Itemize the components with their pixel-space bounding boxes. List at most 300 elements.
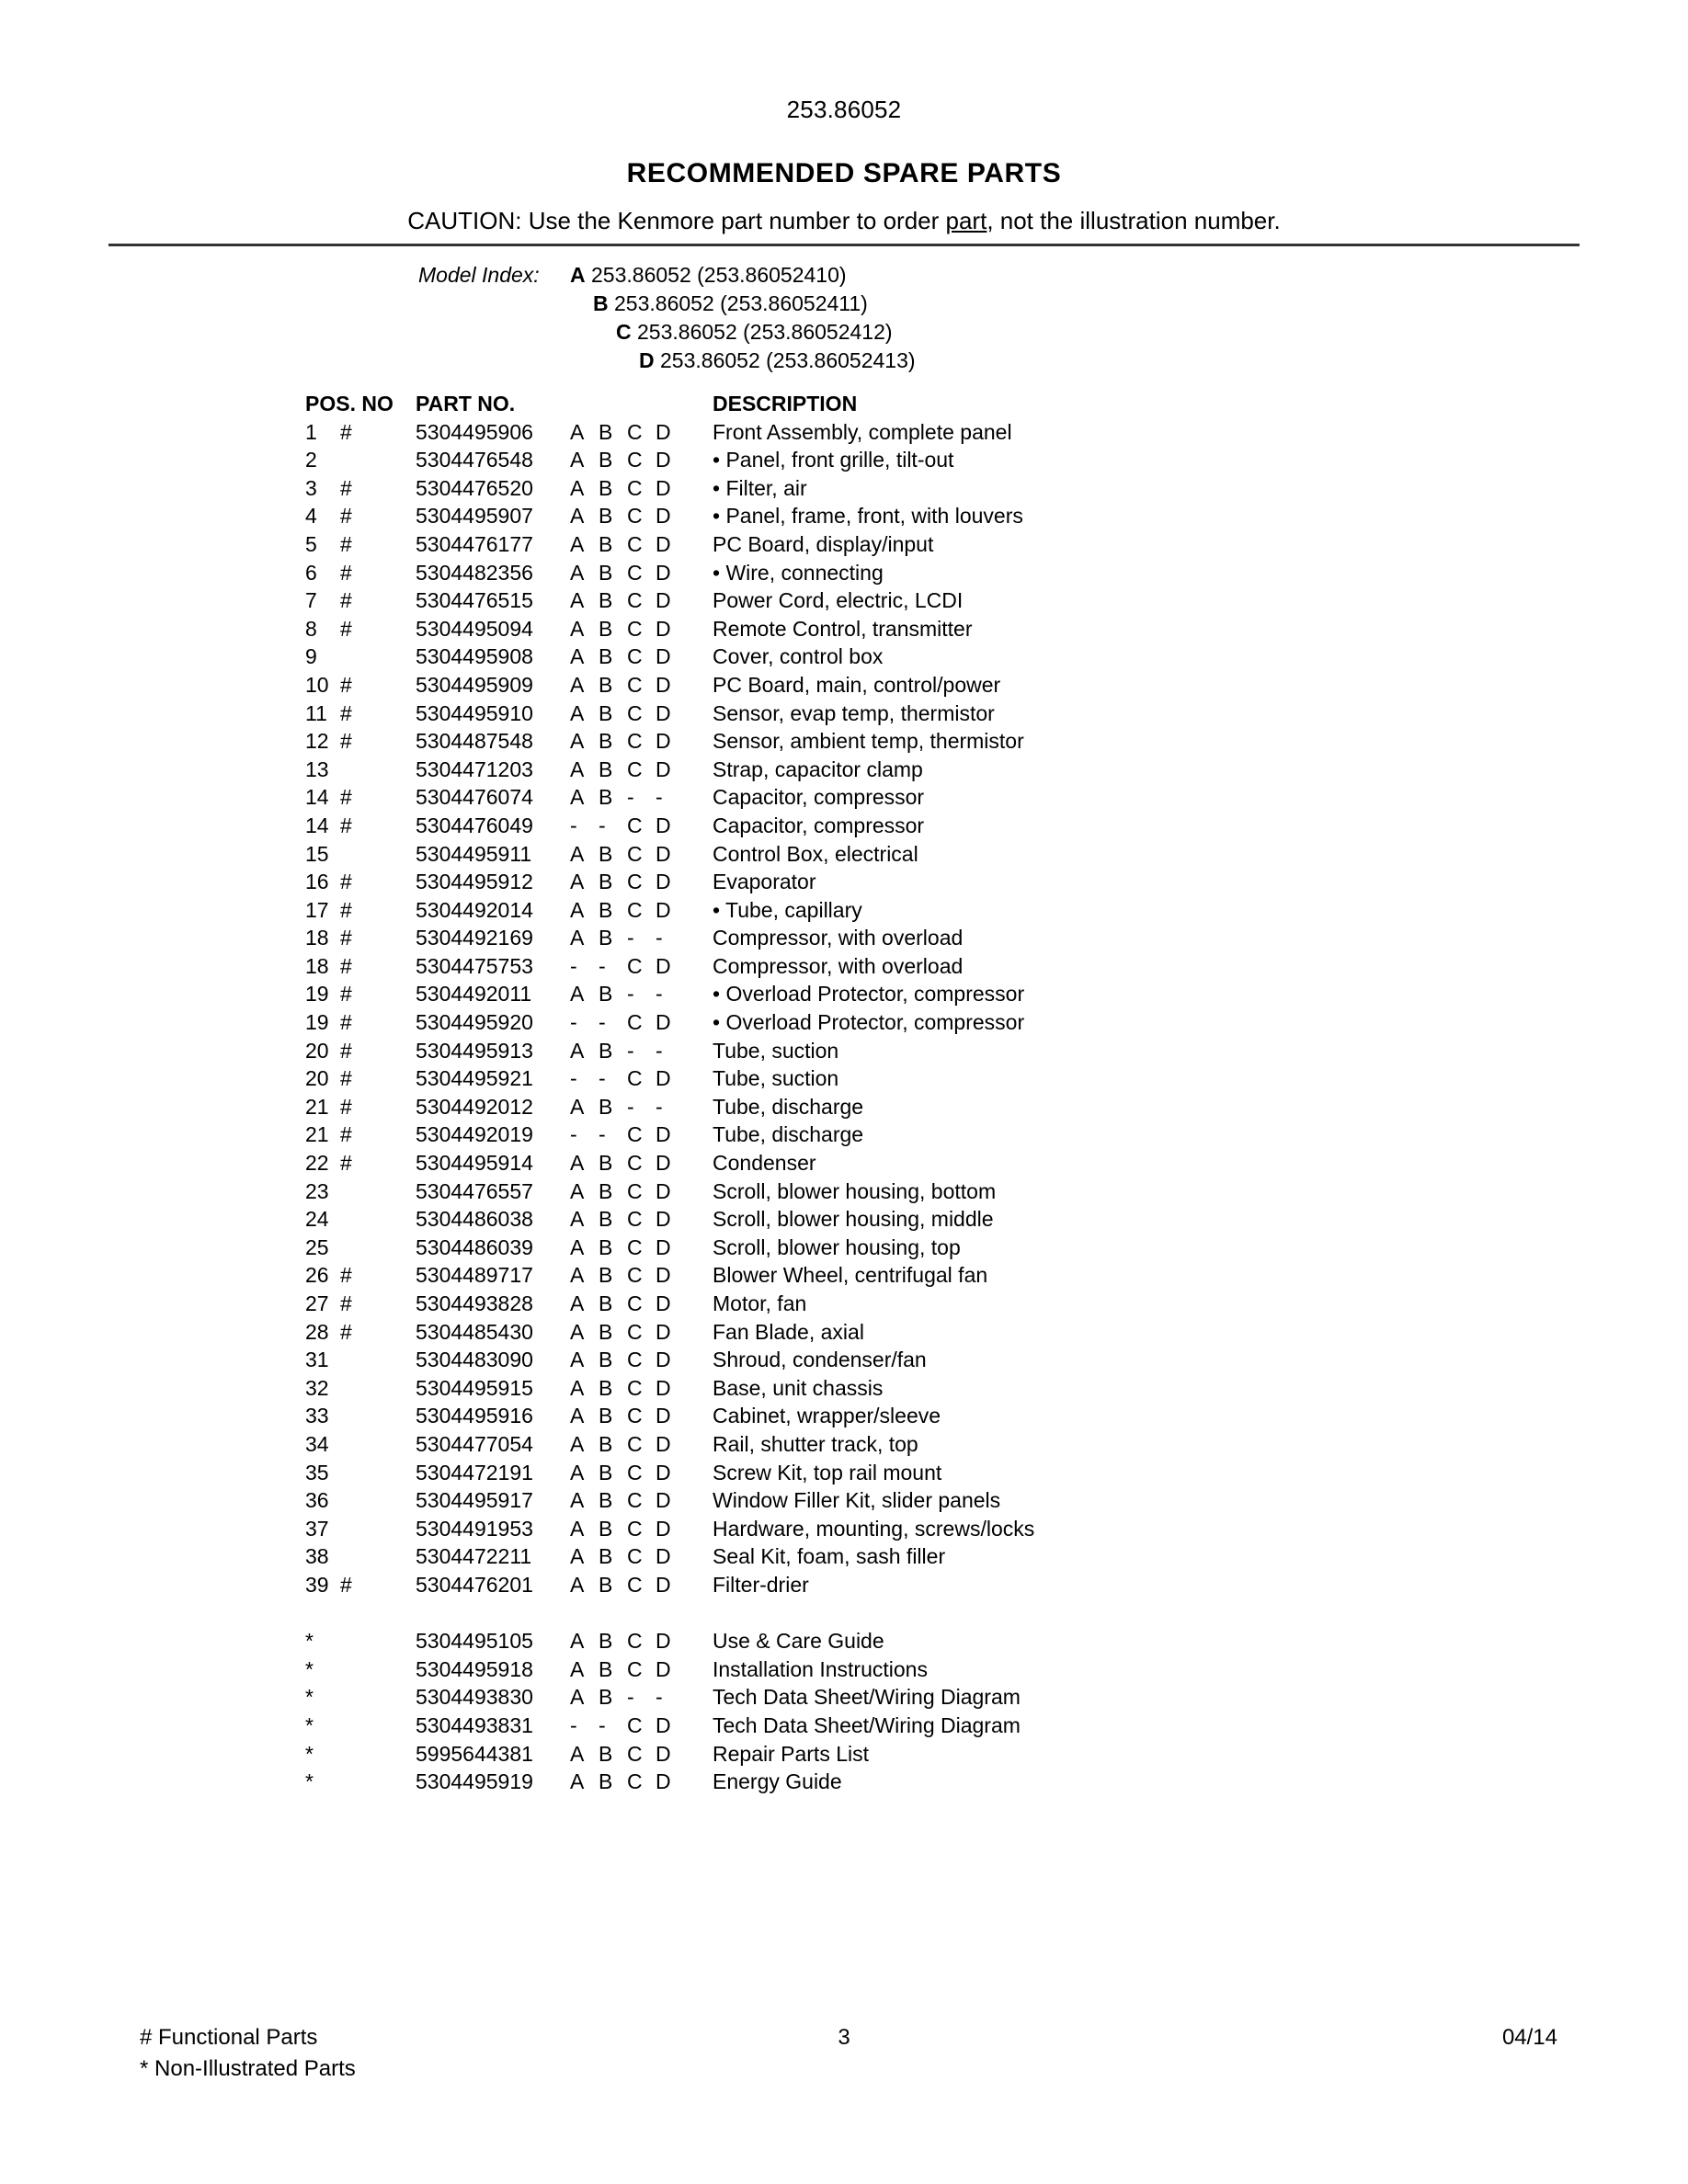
model-index-block (0, 261, 1688, 375)
cell-part-no: 5304476074 (416, 785, 533, 810)
cell-part-no: 5304491953 (416, 1516, 533, 1541)
cell-description: Strap, capacitor clamp (713, 756, 923, 781)
model-index-flag: A (570, 672, 585, 697)
functional-part-marker: # (340, 700, 352, 725)
model-index-flag: B (599, 1769, 613, 1794)
pos-number: 21 (305, 1122, 329, 1147)
model-index-flag: D (656, 1207, 671, 1232)
pos-number: 38 (305, 1544, 329, 1569)
cell-pos-no (305, 1290, 416, 1318)
model-index-flag: B (599, 644, 613, 669)
column-header-part-no: PART NO. (416, 392, 516, 415)
table-row (0, 980, 1688, 1008)
table-row (0, 446, 1688, 474)
cell-pos-no (305, 502, 416, 530)
model-index-flag: - (656, 785, 663, 810)
model-index-label: Model Index: (418, 263, 540, 287)
table-row (0, 1205, 1688, 1234)
cell-part-no: 5304495094 (416, 616, 533, 641)
model-index-flag: D (656, 1151, 671, 1176)
table-row (0, 1683, 1688, 1712)
model-index-flag: - (599, 953, 606, 978)
model-index-flag: C (627, 475, 643, 500)
cell-pos-no (305, 615, 416, 643)
cell-part-no: 5304476177 (416, 531, 533, 556)
table-row (0, 840, 1688, 869)
model-index-flag: C (627, 813, 643, 837)
model-index-flag: D (656, 1122, 671, 1147)
page-number: 3 (838, 2025, 850, 2050)
pos-number: * (305, 1656, 314, 1681)
cell-description: Remote Control, transmitter (713, 616, 973, 641)
table-row (0, 1008, 1688, 1037)
model-index-flag: D (656, 1404, 671, 1428)
cell-part-no: 5304495907 (416, 504, 533, 529)
pos-number: * (305, 1769, 314, 1794)
cell-part-no: 5304476548 (416, 448, 533, 472)
model-index-letter: A (570, 263, 586, 287)
cell-pos-no (305, 1515, 416, 1543)
cell-description: Tube, suction (713, 1066, 839, 1091)
model-index-row (0, 261, 1688, 290)
model-index-flag: B (599, 504, 613, 529)
pos-number: 19 (305, 1010, 329, 1035)
cell-pos-no (305, 1234, 416, 1262)
model-index-flag: D (656, 419, 671, 444)
cell-description: Base, unit chassis (713, 1375, 884, 1400)
model-index-flag: C (627, 1656, 643, 1681)
model-index-flag: C (627, 1741, 643, 1766)
model-index-flag: A (570, 870, 585, 894)
model-index-flag: B (599, 1207, 613, 1232)
cell-description: Window Filler Kit, slider panels (713, 1488, 1001, 1513)
cell-model-index-flags (570, 586, 708, 615)
functional-parts-legend: # Functional Parts (140, 2025, 318, 2050)
cell-description: • Overload Protector, compressor (713, 982, 1025, 1007)
model-index-flag: A (570, 700, 585, 725)
pos-number: 22 (305, 1151, 329, 1176)
model-index-flag: D (656, 756, 671, 781)
cell-model-index-flags (570, 896, 708, 925)
table-row (0, 559, 1688, 587)
model-index-flag: B (599, 785, 613, 810)
cell-pos-no (305, 980, 416, 1008)
pos-number: 35 (305, 1460, 329, 1484)
table-row (0, 812, 1688, 840)
table-row (0, 1571, 1688, 1599)
model-index-flag: C (627, 1234, 643, 1259)
model-index-flag: B (599, 1516, 613, 1541)
pos-number: 24 (305, 1207, 329, 1232)
model-index-flag: - (570, 1066, 577, 1091)
cell-part-no: 5304476557 (416, 1178, 533, 1203)
cell-part-no: 5304495919 (416, 1769, 533, 1794)
functional-part-marker: # (340, 1038, 352, 1063)
model-index-flag: A (570, 729, 585, 754)
table-row (0, 924, 1688, 952)
cell-part-no: 5304476515 (416, 588, 533, 613)
cell-pos-no (305, 812, 416, 840)
table-row (0, 1655, 1688, 1684)
model-index-flag: B (599, 616, 613, 641)
model-index-flag: A (570, 560, 585, 585)
pos-number: 14 (305, 813, 329, 837)
model-index-flag: A (570, 1263, 585, 1288)
model-index-flag: B (599, 1460, 613, 1484)
model-index-flag: - (599, 1066, 606, 1091)
cell-description: Evaporator (713, 870, 816, 894)
cell-pos-no (305, 1430, 416, 1459)
model-index-flag: C (627, 448, 643, 472)
pos-number: 4 (305, 504, 317, 529)
model-index-flag: - (570, 1122, 577, 1147)
model-index-flag: C (627, 588, 643, 613)
cell-part-no: 5304495920 (416, 1010, 533, 1035)
table-row-spacer (0, 1599, 1688, 1628)
cell-part-no: 5304471203 (416, 756, 533, 781)
model-index-flag: B (599, 475, 613, 500)
model-index-flag: D (656, 1263, 671, 1288)
model-index-flag: A (570, 1234, 585, 1259)
model-index-flag: C (627, 1263, 643, 1288)
model-index-flag: C (627, 1375, 643, 1400)
model-index-flag: D (656, 953, 671, 978)
model-index-flag: - (627, 926, 634, 950)
cell-model-index-flags (570, 1234, 708, 1262)
functional-part-marker: # (340, 1122, 352, 1147)
model-index-flag: C (627, 1544, 643, 1569)
cell-part-no: 5304486039 (416, 1234, 533, 1259)
model-index-flag: A (570, 1038, 585, 1063)
table-row (0, 1459, 1688, 1487)
cell-model-index-flags (570, 1402, 708, 1430)
model-index-flag: - (570, 1712, 577, 1737)
model-index-flag: B (599, 1656, 613, 1681)
table-row (0, 727, 1688, 756)
cell-description: Blower Wheel, centrifugal fan (713, 1263, 988, 1288)
cell-part-no: 5304495912 (416, 870, 533, 894)
table-row (0, 783, 1688, 812)
model-index-flag: D (656, 1234, 671, 1259)
cell-part-no: 5304492014 (416, 897, 533, 922)
table-row (0, 1712, 1688, 1740)
model-index-flag: C (627, 1404, 643, 1428)
cell-description: Tube, discharge (713, 1122, 864, 1147)
cell-model-index-flags (570, 700, 708, 728)
cell-pos-no (305, 1486, 416, 1515)
pos-number: 2 (305, 448, 317, 472)
model-index-flag: A (570, 1291, 585, 1315)
cell-pos-no (305, 643, 416, 671)
cell-pos-no (305, 586, 416, 615)
pos-number: 25 (305, 1234, 329, 1259)
cell-pos-no (305, 1064, 416, 1093)
model-index-flag: B (599, 926, 613, 950)
table-row (0, 1177, 1688, 1206)
cell-pos-no (305, 756, 416, 784)
model-index-flag: B (599, 419, 613, 444)
cell-description: Cover, control box (713, 644, 884, 669)
cell-description: Power Cord, electric, LCDI (713, 588, 964, 613)
model-index-flag: A (570, 756, 585, 781)
cell-part-no: 5304495916 (416, 1404, 533, 1428)
functional-part-marker: # (340, 672, 352, 697)
cell-model-index-flags (570, 1571, 708, 1599)
header-divider (108, 244, 1580, 246)
cell-description: Motor, fan (713, 1291, 807, 1315)
model-index-letter: D (639, 348, 655, 372)
cell-pos-no (305, 868, 416, 896)
cell-description: Tech Data Sheet/Wiring Diagram (713, 1685, 1021, 1710)
model-index-row (0, 290, 1688, 318)
pos-number: 21 (305, 1094, 329, 1119)
model-index-flag: A (570, 1094, 585, 1119)
cell-pos-no (305, 1205, 416, 1234)
caution-underlined-word: part (945, 207, 987, 234)
model-index-flag: A (570, 1656, 585, 1681)
model-index-flag: D (656, 1066, 671, 1091)
cell-pos-no (305, 1571, 416, 1599)
model-index-flag: D (656, 870, 671, 894)
functional-part-marker: # (340, 588, 352, 613)
table-row (0, 1542, 1688, 1571)
model-index-flag: A (570, 1348, 585, 1372)
cell-model-index-flags (570, 812, 708, 840)
model-index-flag: C (627, 1488, 643, 1513)
model-index-value: 253.86052 (253.86052411) (608, 291, 868, 315)
model-index-flag: A (570, 616, 585, 641)
model-index-flag: B (599, 729, 613, 754)
cell-part-no: 5304476201 (416, 1572, 533, 1597)
model-index-flag: - (599, 1122, 606, 1147)
cell-description: Tube, suction (713, 1038, 839, 1063)
model-index-flag: B (599, 1375, 613, 1400)
pos-number: * (305, 1741, 314, 1766)
model-index-flag: - (627, 1094, 634, 1119)
cell-description: Capacitor, compressor (713, 813, 925, 837)
model-index-flag: C (627, 729, 643, 754)
table-row (0, 1627, 1688, 1655)
pos-number: 18 (305, 926, 329, 950)
pos-number: 3 (305, 475, 317, 500)
table-row (0, 1290, 1688, 1318)
functional-part-marker: # (340, 616, 352, 641)
cell-part-no: 5304492012 (416, 1094, 533, 1119)
cell-description: • Panel, frame, front, with louvers (713, 504, 1023, 529)
table-row (0, 1037, 1688, 1065)
cell-description: Capacitor, compressor (713, 785, 925, 810)
pos-number: * (305, 1685, 314, 1710)
pos-number: 27 (305, 1291, 329, 1315)
cell-description: Compressor, with overload (713, 926, 964, 950)
model-index-flag: B (599, 1291, 613, 1315)
cell-description: • Tube, capillary (713, 897, 862, 922)
functional-part-marker: # (340, 531, 352, 556)
table-row (0, 1149, 1688, 1177)
cell-part-no: 5304472211 (416, 1544, 532, 1569)
cell-part-no: 5304495917 (416, 1488, 533, 1513)
cell-model-index-flags (570, 1037, 708, 1065)
model-index-flag: - (570, 1010, 577, 1035)
cell-description: Compressor, with overload (713, 953, 964, 978)
pos-number: 18 (305, 953, 329, 978)
pos-number: * (305, 1712, 314, 1737)
pos-number: 37 (305, 1516, 329, 1541)
cell-description: Control Box, electrical (713, 841, 918, 866)
model-index-flag: A (570, 1178, 585, 1203)
functional-part-marker: # (340, 1572, 352, 1597)
cell-part-no: 5304477054 (416, 1431, 533, 1456)
caution-suffix: , not the illustration number. (987, 207, 1281, 234)
model-index-flag: A (570, 841, 585, 866)
cell-model-index-flags (570, 1515, 708, 1543)
cell-model-index-flags (570, 1120, 708, 1149)
model-index-flag: C (627, 1348, 643, 1372)
model-index-flag: A (570, 504, 585, 529)
cell-pos-no (305, 559, 416, 587)
functional-part-marker: # (340, 729, 352, 754)
model-index-flag: A (570, 644, 585, 669)
model-index-entry (639, 347, 1688, 375)
model-index-flag: D (656, 1769, 671, 1794)
table-row (0, 1486, 1688, 1515)
model-index-flag: - (627, 1685, 634, 1710)
model-number-heading: 253.86052 (786, 96, 902, 123)
cell-pos-no (305, 1402, 416, 1430)
model-index-flag: A (570, 1516, 585, 1541)
model-index-flag: B (599, 448, 613, 472)
model-index-flag: A (570, 475, 585, 500)
table-row (0, 671, 1688, 700)
cell-description: Filter-drier (713, 1572, 809, 1597)
revision-date: 04/14 (1501, 2025, 1557, 2050)
model-index-flag: - (656, 1038, 663, 1063)
cell-model-index-flags (570, 474, 708, 503)
cell-pos-no (305, 530, 416, 559)
model-index-flag: D (656, 504, 671, 529)
cell-pos-no (305, 1261, 416, 1290)
cell-pos-no (305, 924, 416, 952)
cell-description: Scroll, blower housing, top (713, 1234, 961, 1259)
model-index-flag: D (656, 448, 671, 472)
model-index-flag: C (627, 1207, 643, 1232)
model-index-value: 253.86052 (253.86052413) (654, 348, 916, 372)
functional-part-marker: # (340, 953, 352, 978)
model-index-flag: A (570, 1431, 585, 1456)
table-row (0, 530, 1688, 559)
pos-number: 15 (305, 841, 329, 866)
model-index-flag: D (656, 1178, 671, 1203)
model-index-flag: D (656, 1010, 671, 1035)
model-index-flag: A (570, 588, 585, 613)
model-index-flag: D (656, 1375, 671, 1400)
functional-part-marker: # (340, 982, 352, 1007)
cell-pos-no (305, 1740, 416, 1769)
column-header-description: DESCRIPTION (713, 392, 858, 415)
cell-description: Scroll, blower housing, middle (713, 1207, 994, 1232)
cell-model-index-flags (570, 671, 708, 700)
model-index-flag: A (570, 897, 585, 922)
cell-model-index-flags (570, 1655, 708, 1684)
pos-number: 17 (305, 897, 329, 922)
cell-model-index-flags (570, 1008, 708, 1037)
functional-part-marker: # (340, 926, 352, 950)
cell-model-index-flags (570, 1768, 708, 1796)
cell-part-no: 5304487548 (416, 729, 533, 754)
functional-part-marker: # (340, 1319, 352, 1344)
functional-part-marker: # (340, 1010, 352, 1035)
functional-part-marker: # (340, 560, 352, 585)
cell-part-no: 5304472191 (416, 1460, 533, 1484)
table-row (0, 1064, 1688, 1093)
cell-part-no: 5304492169 (416, 926, 533, 950)
pos-number: 5 (305, 531, 317, 556)
pos-number: 14 (305, 785, 329, 810)
cell-description: Condenser (713, 1151, 816, 1176)
functional-part-marker: # (340, 870, 352, 894)
cell-model-index-flags (570, 756, 708, 784)
table-row (0, 1261, 1688, 1290)
table-row (0, 1093, 1688, 1121)
pos-number: 12 (305, 729, 329, 754)
model-index-flag: A (570, 1685, 585, 1710)
pos-number: 20 (305, 1038, 329, 1063)
pos-number: 16 (305, 870, 329, 894)
model-index-flag: A (570, 1151, 585, 1176)
cell-model-index-flags (570, 615, 708, 643)
model-index-flag: A (570, 1207, 585, 1232)
cell-part-no: 5304483090 (416, 1348, 533, 1372)
model-index-row (0, 318, 1688, 347)
cell-model-index-flags (570, 924, 708, 952)
model-index-flag: A (570, 1460, 585, 1484)
model-index-flag: C (627, 870, 643, 894)
cell-model-index-flags (570, 418, 708, 447)
model-index-flag: D (656, 560, 671, 585)
pos-number: 11 (305, 700, 327, 725)
cell-part-no: 5304495915 (416, 1375, 533, 1400)
model-index-flag: C (627, 1769, 643, 1794)
model-index-flag: A (570, 982, 585, 1007)
model-index-flag: B (599, 1685, 613, 1710)
model-index-flag: B (599, 1741, 613, 1766)
model-index-flag: - (656, 926, 663, 950)
model-index-flag: D (656, 1629, 671, 1654)
model-index-flag: - (656, 1685, 663, 1710)
cell-part-no: 5304482356 (416, 560, 533, 585)
cell-description: • Wire, connecting (713, 560, 884, 585)
caution-prefix: CAUTION: Use the Kenmore part number to order (407, 207, 946, 234)
model-index-flag: B (599, 841, 613, 866)
pos-number: 36 (305, 1488, 329, 1513)
model-index-flag: B (599, 1094, 613, 1119)
model-index-flag: D (656, 813, 671, 837)
functional-part-marker: # (340, 1066, 352, 1091)
model-index-flag: B (599, 1572, 613, 1597)
cell-description: • Panel, front grille, tilt-out (713, 448, 954, 472)
model-index-flag: C (627, 644, 643, 669)
cell-pos-no (305, 1093, 416, 1121)
cell-part-no: 5304495921 (416, 1066, 533, 1091)
functional-part-marker: # (340, 419, 352, 444)
cell-model-index-flags (570, 727, 708, 756)
cell-model-index-flags (570, 1430, 708, 1459)
cell-model-index-flags (570, 1205, 708, 1234)
table-row (0, 1768, 1688, 1796)
cell-part-no: 5304493830 (416, 1685, 533, 1710)
pos-number: 20 (305, 1066, 329, 1091)
cell-model-index-flags (570, 1261, 708, 1290)
